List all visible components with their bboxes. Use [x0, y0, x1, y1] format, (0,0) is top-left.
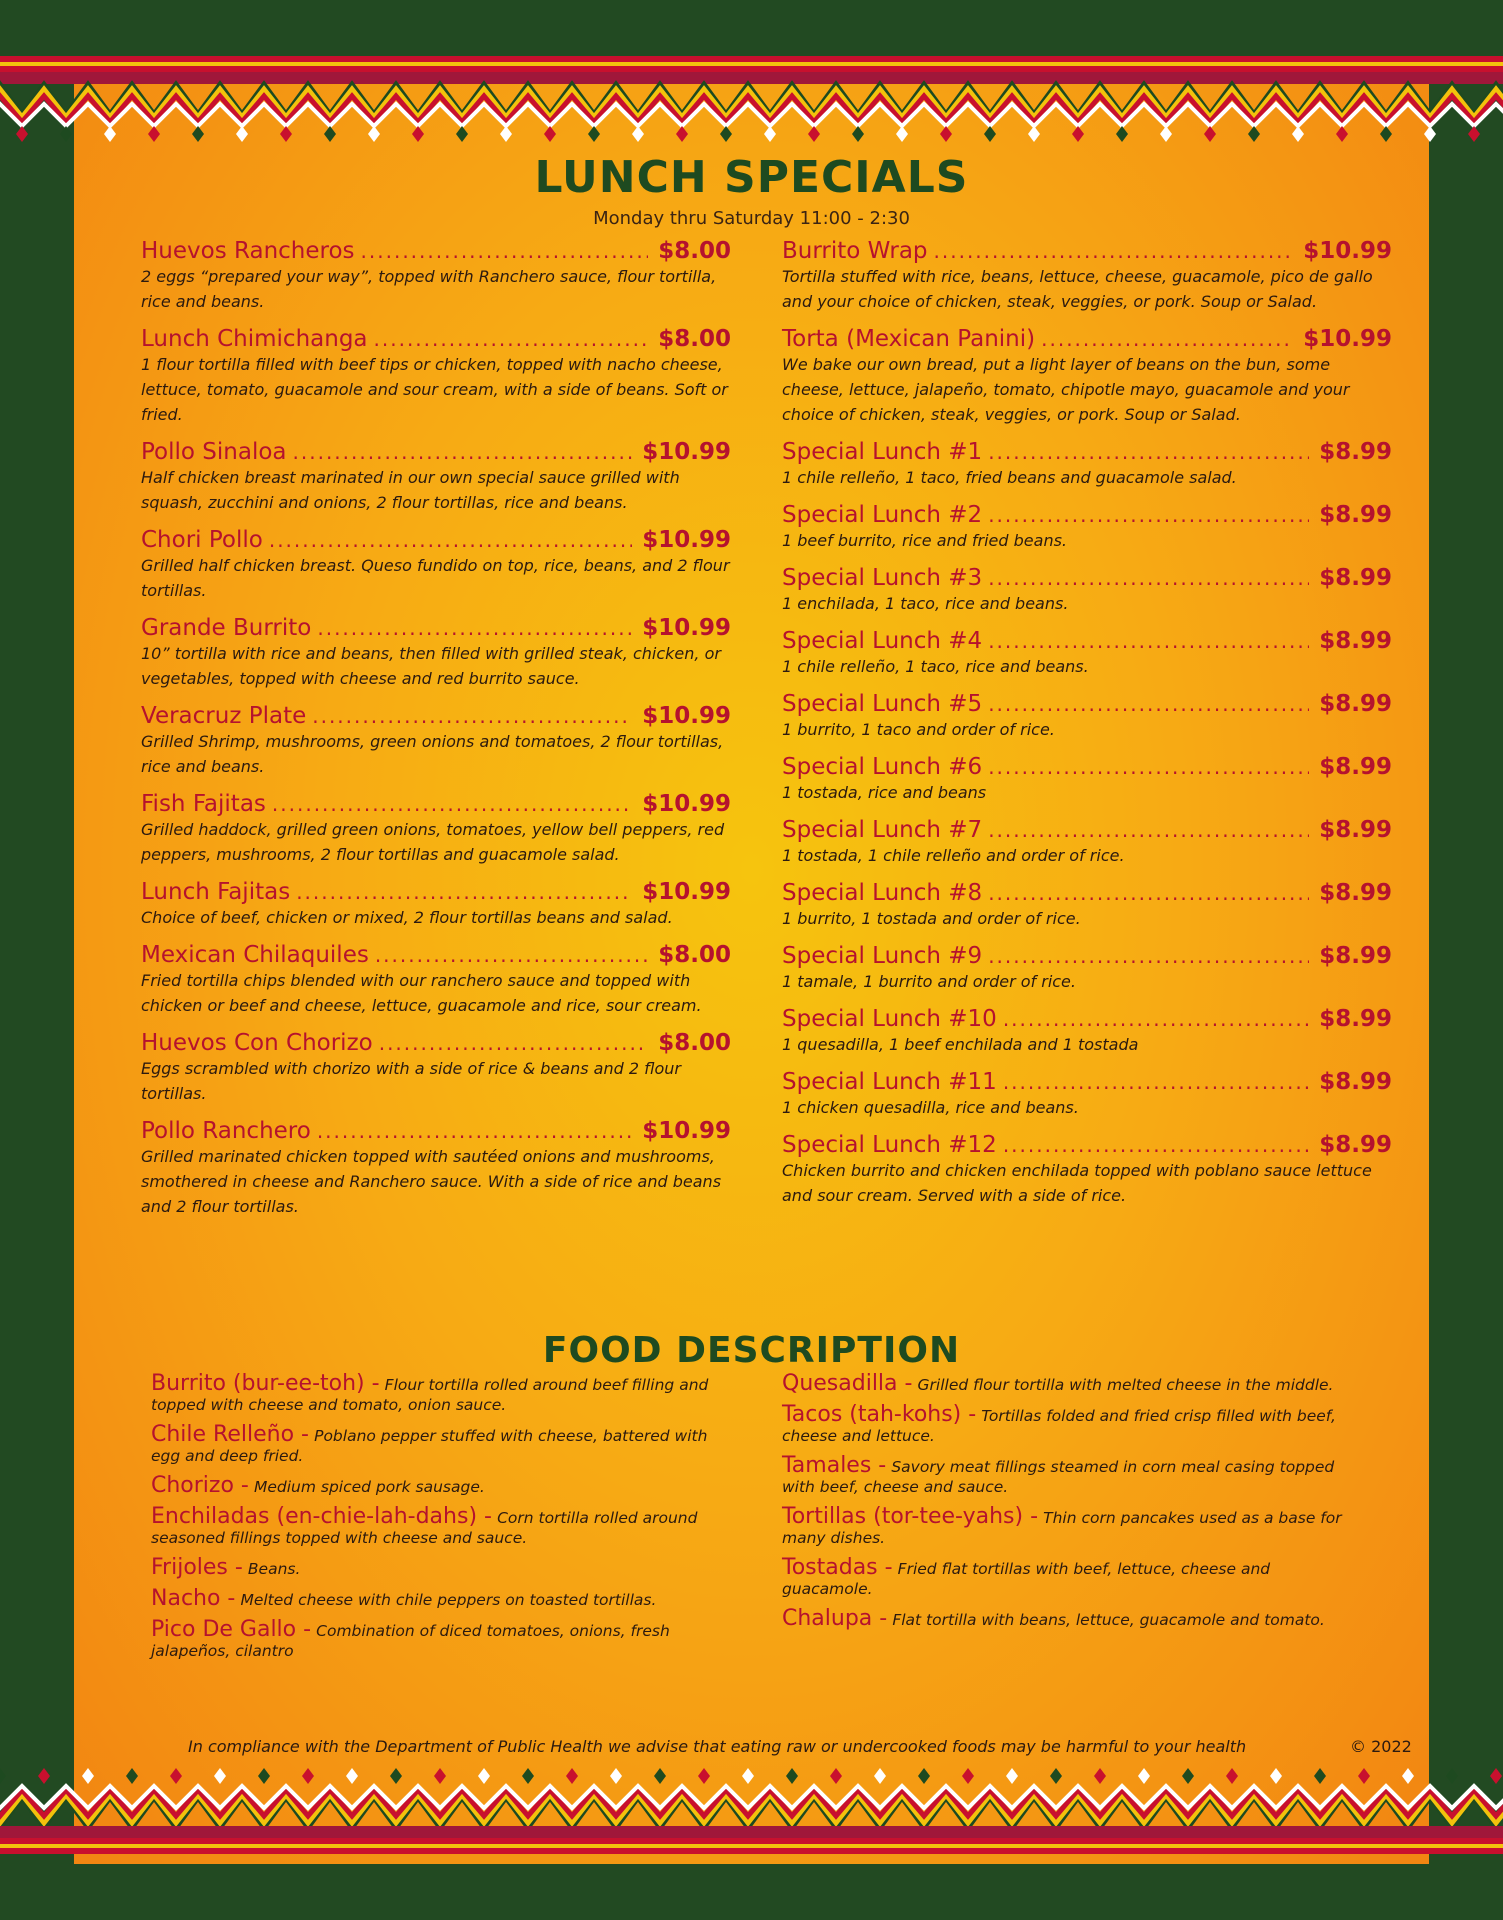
menu-item: [141, 439, 731, 515]
leader-dots: [317, 1119, 632, 1143]
menu-item-header: [141, 1030, 731, 1056]
food-description-title: FOOD DESCRIPTION: [542, 1330, 961, 1371]
food-term: Chalupa -: [782, 1606, 888, 1631]
food-term: Tacos (tah-kohs) -: [782, 1402, 977, 1427]
food-definition: Thin corn pancakes used as a base for many dishes.: [782, 1509, 1342, 1547]
menu-item-name: Special Lunch #5: [782, 691, 983, 717]
food-description-entry: [151, 1504, 731, 1548]
menu-item-header: [141, 238, 731, 264]
menu-item-header: [782, 502, 1392, 528]
menu-item-name: Grande Burrito: [141, 615, 312, 641]
bottom-decorative-border: [0, 1760, 1503, 1864]
menu-item-header: [782, 628, 1392, 654]
menu-item-name: Pollo Ranchero: [141, 1118, 311, 1144]
menu-item-name: Special Lunch #2: [782, 502, 983, 528]
menu-item-price: $8.00: [658, 1030, 731, 1056]
food-definition: Combination of diced tomatoes, onions, fresh jalapeños, cilantro: [151, 1622, 670, 1660]
leader-dots: [1041, 327, 1293, 351]
leader-dots: [312, 704, 632, 728]
food-description-entry: [151, 1473, 731, 1498]
menu-item-description: 1 enchilada, 1 taco, rice and beans.: [782, 594, 1069, 613]
menu-item: [141, 1118, 731, 1219]
menu-item-name: Torta (Mexican Panini): [782, 326, 1036, 352]
food-term: Chile Relleño -: [151, 1422, 309, 1447]
food-description-entry: [782, 1555, 1362, 1599]
menu-item-name: Huevos Rancheros: [141, 238, 355, 264]
menu-item-description: 1 flour tortilla filled with beef tips or chicken, topped with nacho cheese, lettuce, tomato, guacamole and sour cream, with a side of beans. Soft or fried.: [141, 355, 728, 424]
menu-item-header: [141, 879, 731, 905]
menu-item-header: [141, 439, 731, 465]
food-term: Nacho -: [151, 1586, 236, 1611]
menu-item: [141, 1030, 731, 1106]
leader-dots: [296, 880, 632, 904]
menu-item-name: Chori Pollo: [141, 527, 263, 553]
menu-item-description: 1 chile relleño, 1 taco, fried beans and guacamole salad.: [782, 468, 1237, 487]
food-definition: Medium spiced pork sausage.: [253, 1478, 485, 1496]
food-description-left: [151, 1371, 731, 1671]
food-definition: Melted cheese with chile peppers on toasted tortillas.: [240, 1591, 657, 1609]
menu-item-name: Special Lunch #9: [782, 943, 983, 969]
leader-dots: [988, 566, 1309, 590]
food-description-entry: [151, 1371, 731, 1415]
leader-dots: [293, 440, 633, 464]
food-term: Tortillas (tor-tee-yahs) -: [782, 1504, 1039, 1529]
copyright: © 2022: [1350, 1737, 1412, 1756]
menu-item-price: $10.99: [642, 879, 731, 905]
menu-item-description: 1 quesadilla, 1 beef enchilada and 1 tostada: [782, 1035, 1139, 1054]
leader-dots: [1003, 1070, 1309, 1094]
menu-item: [141, 791, 731, 867]
leader-dots: [379, 1031, 649, 1055]
food-definition: Fried flat tortillas with beef, lettuce, cheese and guacamole.: [782, 1560, 1271, 1598]
food-term: Tostadas -: [782, 1555, 893, 1580]
menu-item-price: $8.99: [1319, 754, 1392, 780]
food-definition: Flat tortilla with beans, lettuce, guacamole and tomato.: [892, 1611, 1325, 1629]
leader-dots: [988, 692, 1309, 716]
menu-item-header: [141, 942, 731, 968]
menu-item-price: $10.99: [642, 791, 731, 817]
menu-item-price: $10.99: [642, 703, 731, 729]
menu-item-header: [782, 565, 1392, 591]
menu-item-name: Special Lunch #6: [782, 754, 983, 780]
food-definition: Corn tortilla rolled around seasoned fillings topped with cheese and sauce.: [151, 1509, 698, 1547]
food-definition: Flour tortilla rolled around beef filling and topped with cheese and tomato, onion sauce.: [151, 1376, 709, 1414]
menu-item: [782, 691, 1392, 742]
menu-item-price: $10.99: [642, 527, 731, 553]
menu-item-description: Grilled haddock, grilled green onions, tomatoes, yellow bell peppers, red peppers, mushrooms, 2 flour tortillas and guacamole salad.: [141, 820, 725, 864]
menu-item: [782, 565, 1392, 616]
leader-dots: [988, 944, 1309, 968]
food-description-entry: [151, 1422, 731, 1466]
leader-dots: [988, 503, 1309, 527]
right-menu-column: [782, 238, 1392, 1220]
menu-item: [141, 326, 731, 427]
menu-item-name: Huevos Con Chorizo: [141, 1030, 373, 1056]
leader-dots: [317, 616, 632, 640]
menu-item-header: [782, 754, 1392, 780]
menu-item-description: 2 eggs “prepared your way”, topped with Ranchero sauce, flour tortilla, rice and beans.: [141, 267, 717, 311]
menu-item-name: Special Lunch #8: [782, 880, 983, 906]
menu-item-name: Lunch Chimichanga: [141, 326, 368, 352]
food-description-entry: [151, 1586, 731, 1611]
leader-dots: [988, 629, 1309, 653]
leader-dots: [988, 881, 1309, 905]
food-definition: Tortillas folded and fried crisp filled with beef, cheese and lettuce.: [782, 1407, 1336, 1445]
menu-item-price: $8.99: [1319, 1069, 1392, 1095]
menu-item-price: $8.99: [1319, 628, 1392, 654]
menu-item-description: 1 tostada, 1 chile relleño and order of rice.: [782, 846, 1125, 865]
food-term: Enchiladas (en-chie-lah-dahs) -: [151, 1504, 492, 1529]
food-description-entry: [151, 1555, 731, 1580]
menu-item-description: 1 chile relleño, 1 taco, rice and beans.: [782, 657, 1089, 676]
menu-item-header: [782, 439, 1392, 465]
menu-item-description: 1 burrito, 1 taco and order of rice.: [782, 720, 1055, 739]
menu-item-header: [782, 1132, 1392, 1158]
food-description-entry: [782, 1402, 1362, 1446]
menu-item-header: [141, 527, 731, 553]
menu-item: [141, 942, 731, 1018]
menu-item-name: Special Lunch #7: [782, 817, 983, 843]
menu-item-price: $8.99: [1319, 691, 1392, 717]
food-description-entry: [782, 1606, 1362, 1631]
menu-item: [141, 615, 731, 691]
menu-item-price: $10.99: [642, 439, 731, 465]
menu-item-description: Grilled Shrimp, mushrooms, green onions and tomatoes, 2 flour tortillas, rice and beans.: [141, 732, 724, 776]
menu-item-name: Special Lunch #1: [782, 439, 983, 465]
leader-dots: [374, 327, 649, 351]
menu-item-price: $8.99: [1319, 439, 1392, 465]
leader-dots: [361, 239, 649, 263]
menu-item-description: Fried tortilla chips blended with our ranchero sauce and topped with chicken or beef and cheese, lettuce, guacamole and rice, sour cream.: [141, 971, 702, 1015]
menu-item-name: Special Lunch #4: [782, 628, 983, 654]
leader-dots: [988, 440, 1309, 464]
menu-item-description: Grilled half chicken breast. Queso fundido on top, rice, beans, and 2 flour tortillas.: [141, 556, 730, 600]
menu-item-description: 1 burrito, 1 tostada and order of rice.: [782, 909, 1081, 928]
menu-item: [141, 879, 731, 930]
menu-item-price: $8.99: [1319, 943, 1392, 969]
menu-item: [782, 1132, 1392, 1208]
menu-item-name: Special Lunch #12: [782, 1132, 997, 1158]
menu-item-name: Fish Fajitas: [141, 791, 266, 817]
menu-item-header: [782, 1006, 1392, 1032]
food-term: Burrito (bur-ee-toh) -: [151, 1371, 380, 1396]
menu-item-description: 1 chicken quesadilla, rice and beans.: [782, 1098, 1079, 1117]
food-description-entry: [782, 1504, 1362, 1548]
leader-dots: [1003, 1007, 1309, 1031]
menu-item-price: $8.99: [1319, 502, 1392, 528]
leader-dots: [1003, 1133, 1309, 1157]
menu-item-name: Mexican Chilaquiles: [141, 942, 369, 968]
menu-item-price: $8.00: [658, 942, 731, 968]
food-description-entry: [782, 1453, 1362, 1497]
menu-item-description: 10” tortilla with rice and beans, then filled with grilled steak, chicken, or vegetables, topped with cheese and red burrito sauce.: [141, 644, 721, 688]
menu-item-header: [782, 817, 1392, 843]
health-disclaimer: In compliance with the Department of Public Health we advise that eating raw or undercooked foods may be harmful to your health: [188, 1737, 1247, 1756]
food-definition: Grilled flour tortilla with melted cheese in the middle.: [917, 1376, 1334, 1394]
food-description-entry: [782, 1371, 1362, 1396]
menu-item-description: We bake our own bread, put a light layer of beans on the bun, some cheese, lettuce, jalapeño, tomato, chipotle mayo, guacamole and your choice of chicken, steak, veggies, or pork. Soup or Salad.: [782, 355, 1350, 424]
menu-item-name: Lunch Fajitas: [141, 879, 291, 905]
leader-dots: [934, 239, 1294, 263]
food-definition: Savory meat fillings steamed in corn meal casing topped with beef, cheese and sauce.: [782, 1458, 1335, 1496]
menu-item-price: $8.99: [1319, 565, 1392, 591]
menu-item-price: $10.99: [1303, 238, 1392, 264]
menu-item-header: [782, 943, 1392, 969]
leader-dots: [269, 528, 632, 552]
hours-subtitle: Monday thru Saturday 11:00 - 2:30: [593, 208, 910, 229]
menu-item-description: Half chicken breast marinated in our own special sauce grilled with squash, zucchini and onions, 2 flour tortillas, rice and beans.: [141, 468, 680, 512]
food-description-right: [782, 1371, 1362, 1640]
menu-item-name: Special Lunch #10: [782, 1006, 997, 1032]
menu-item-description: Grilled marinated chicken topped with sautéed onions and mushrooms, smothered in cheese and Ranchero sauce. With a side of rice and beans and 2 flour tortillas.: [141, 1147, 722, 1216]
menu-item: [141, 527, 731, 603]
food-definition: Poblano pepper stuffed with cheese, battered with egg and deep fried.: [151, 1427, 708, 1465]
menu-item-price: $8.99: [1319, 1132, 1392, 1158]
menu-item-price: $10.99: [642, 615, 731, 641]
leader-dots: [375, 943, 648, 967]
menu-item-price: $8.99: [1319, 1006, 1392, 1032]
menu-item-header: [782, 880, 1392, 906]
menu-item: [782, 628, 1392, 679]
page-title: LUNCH SPECIALS: [534, 152, 969, 203]
menu-item-header: [141, 703, 731, 729]
menu-item-description: 1 beef burrito, rice and fried beans.: [782, 531, 1068, 550]
food-description-entry: [151, 1617, 731, 1661]
menu-item-header: [141, 791, 731, 817]
menu-item-name: Pollo Sinaloa: [141, 439, 287, 465]
menu-item-price: $8.99: [1319, 817, 1392, 843]
food-term: Frijoles -: [151, 1555, 243, 1580]
menu-item: [141, 703, 731, 779]
menu-item-price: $10.99: [1303, 326, 1392, 352]
leader-dots: [272, 792, 632, 816]
food-term: Quesadilla -: [782, 1371, 913, 1396]
menu-item-description: Tortilla stuffed with rice, beans, lettuce, cheese, guacamole, pico de gallo and your choice of chicken, steak, veggies, or pork. Soup or Salad.: [782, 267, 1373, 311]
menu-item-price: $10.99: [642, 1118, 731, 1144]
menu-item-price: $8.00: [658, 326, 731, 352]
food-term: Tamales -: [782, 1453, 887, 1478]
menu-item-header: [782, 691, 1392, 717]
food-definition: Beans.: [247, 1560, 301, 1578]
menu-item: [782, 943, 1392, 994]
menu-item: [141, 238, 731, 314]
menu-item: [782, 326, 1392, 427]
food-term: Pico De Gallo -: [151, 1617, 312, 1642]
menu-item: [782, 238, 1392, 314]
menu-item-header: [141, 1118, 731, 1144]
menu-item: [782, 439, 1392, 490]
leader-dots: [988, 818, 1309, 842]
menu-item-name: Burrito Wrap: [782, 238, 928, 264]
menu-item-header: [141, 326, 731, 352]
left-menu-column: [141, 238, 731, 1231]
menu-item-header: [782, 238, 1392, 264]
menu-item: [782, 880, 1392, 931]
menu-item: [782, 502, 1392, 553]
menu-item-header: [141, 615, 731, 641]
menu-item: [782, 817, 1392, 868]
menu-item-header: [782, 326, 1392, 352]
menu-item-description: Choice of beef, chicken or mixed, 2 flour tortillas beans and salad.: [141, 908, 673, 927]
menu-item-price: $8.00: [658, 238, 731, 264]
menu-item-price: $8.99: [1319, 880, 1392, 906]
menu-item-description: 1 tamale, 1 burrito and order of rice.: [782, 972, 1076, 991]
menu-item: [782, 1069, 1392, 1120]
top-decorative-border: [0, 56, 1503, 146]
menu-item-description: Chicken burrito and chicken enchilada topped with poblano sauce lettuce and sour cream. Served with a side of rice.: [782, 1161, 1372, 1205]
menu-item: [782, 1006, 1392, 1057]
menu-item-name: Veracruz Plate: [141, 703, 307, 729]
menu-item-description: Eggs scrambled with chorizo with a side of rice & beans and 2 flour tortillas.: [141, 1059, 681, 1103]
food-term: Chorizo -: [151, 1473, 249, 1498]
menu-item-description: 1 tostada, rice and beans: [782, 783, 987, 802]
leader-dots: [988, 755, 1309, 779]
menu-item: [782, 754, 1392, 805]
menu-item-name: Special Lunch #3: [782, 565, 983, 591]
menu-item-name: Special Lunch #11: [782, 1069, 997, 1095]
menu-item-header: [782, 1069, 1392, 1095]
